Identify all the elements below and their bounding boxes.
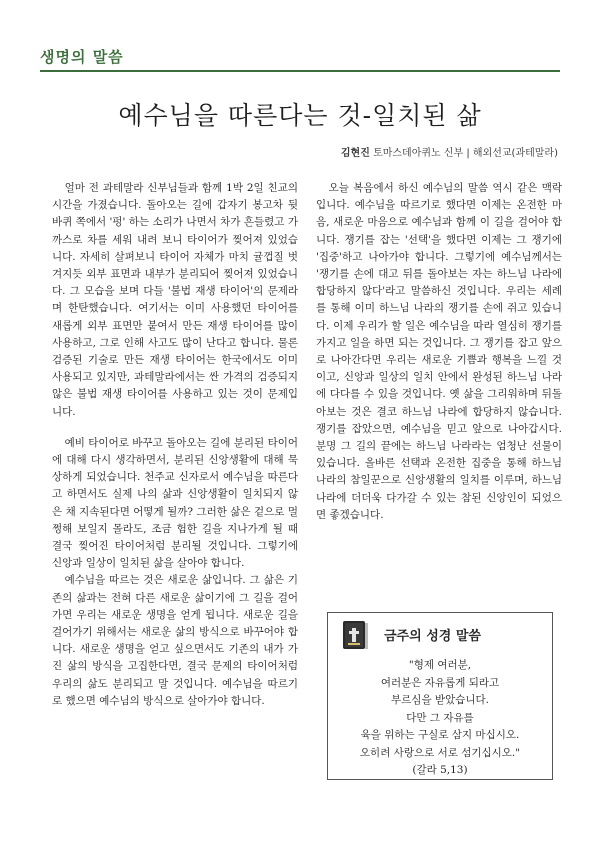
- left-paragraph-1: 얼마 전 과테말라 신부님들과 함께 1박 2일 친교의 시간을 가졌습니다. 돌아오는 길에 갑자기 봉고차 뒷바퀴 쪽에서 '펑' 하는 소리가 나면서 차가 흔들렸고 가까스로 차를 세워 내려 보니 타이어가 찢어져 있었습니다. 자세히 살펴보니 타이어 자체가 마치 귤껍질 벗겨지듯 외부 표면과 내부가 분리되어 찢어져 있었습니다. 그 모습을 보며 다들 '불법 재생 타이어'의 문제라며 한탄했습니다. 여기서는 이미 사용했던 타이어를 새롭게 외부 표면만 붙여서 만든 재생 타이어를 많이 사용하고, 그로 인해 사고도 많이 난다고 합니다. 물론 검증된 기술로 만든 재생 타이어는 한국에서도 이미 사용되고 있지만, 과테말라에서는 싼 가격의 검증되지 않은 불법 재생 타이어를 사용하고 있는 것이 문제입니다.: [52, 182, 298, 418]
- left-column: [52, 180, 298, 724]
- left-paragraph-3: 예수님을 따르는 것은 새로운 삶입니다. 그 삶은 기존의 삶과는 전혀 다른 새로운 삶이기에 그 길을 걸어가면 우리는 새로운 생명을 얻게 됩니다. 새로운 길을 걸어가기 위해서는 새로운 삶의 방식으로 바꾸어야 합니다. 새로운 생명을 얻고 싶으면서도 기존의 내가 가진 삶의 방식을 고집한다면, 결국 문제의 타이어처럼 우리의 삶도 분리되고 말 것입니다. 예수님을 따르기로 했으면 예수님의 방식으로 살아가야 합니다.: [52, 574, 298, 707]
- verse-heading: 금주의 성경 말씀: [384, 629, 481, 644]
- author-role: 토마스데아퀴노 신부 | 해외선교(과테말라): [373, 148, 558, 159]
- verse-text: [328, 657, 552, 780]
- author-name: 김현진: [340, 148, 370, 159]
- verse-line: 육을 위하는 구실로 삼지 마십시오.: [360, 729, 520, 741]
- right-column: [316, 180, 562, 538]
- left-paragraph-2: 예비 타이어로 바꾸고 돌아오는 길에 분리된 타이어에 대해 다시 생각하면서, 분리된 신앙생활에 대해 묵상하게 되었습니다. 천주교 신자로서 예수님을 따른다고 하면서도 실제 나의 삶과 신앙생활이 일치되지 않은 채 지속된다면 어떻게 될까? 그러한 삶은 겉으로 멀쩡해 보일지 몰라도, 조금 험한 길을 지나가게 될 때 결국 찢어진 타이어처럼 분리될 것입니다. 그렇기에 신앙과 일상이 일치된 삶을 살아야 합니다.: [52, 436, 298, 570]
- right-paragraph-1: 오늘 복음에서 하신 예수님의 말씀 역시 같은 맥락입니다. 예수님을 따르기로 했다면 이제는 온전한 마음, 새로운 마음으로 예수님과 함께 이 길을 걸어야 합니다. 쟁기를 잡는 '선택'을 했다면 이제는 그 쟁기에 '집중'하고 나아가야 합니다. 그렇기에 예수님께서는 '쟁기를 손에 대고 뒤를 돌아보는 자는 하느님 나라에 합당하지 않다'라고 말씀하신 것입니다. 우리는 세례를 통해 이미 하느님 나라의 쟁기를 손에 쥐고 있습니다. 이제 우리가 할 일은 예수님을 따라 열심히 쟁기를 가지고 일을 하면 되는 것입니다. 그 쟁기를 잡고 앞으로 나아간다면 우리는 새로운 기쁨과 행복을 느낄 것이고, 신앙과 일상의 일치 안에서 완성된 하느님 나라에 다다를 수 있을 것입니다. 옛 삶을 그리워하며 뒤돌아보는 것은 결코 하느님 나라에 합당하지 않습니다. 쟁기를 잡았으면, 예수님을 믿고 앞으로 나아갑시다. 분명 그 길의 끝에는 하느님 나라라는 엄청난 선물이 있습니다. 올바른 선택과 온전한 집중을 통해 하느님 나라의 참일꾼으로 신앙생활의 일치를 이루며, 하느님 나라에 더더욱 다가갈 수 있는 참된 신앙인이 되었으면 좋겠습니다.: [316, 182, 562, 521]
- verse-line: 부르심을 받았습니다.: [391, 694, 489, 706]
- author-line: [341, 144, 558, 159]
- verse-line: 다만 그 자유를: [406, 711, 474, 724]
- weekly-verse-box: [327, 612, 553, 780]
- page-title: 예수님을 따른다는 것-일치된 삶: [118, 101, 482, 130]
- verse-line: 오히려 사랑으로 서로 섬기십시오.": [359, 746, 521, 759]
- verse-citation: (갈라 5,13): [412, 764, 468, 776]
- verse-line: "형제 여러분,: [408, 659, 472, 671]
- section-tag: 생명의 말씀: [40, 48, 124, 66]
- bible-icon: [340, 619, 370, 653]
- section-divider: [40, 70, 560, 72]
- verse-line: 여러분은 자유롭게 되라고: [380, 676, 500, 689]
